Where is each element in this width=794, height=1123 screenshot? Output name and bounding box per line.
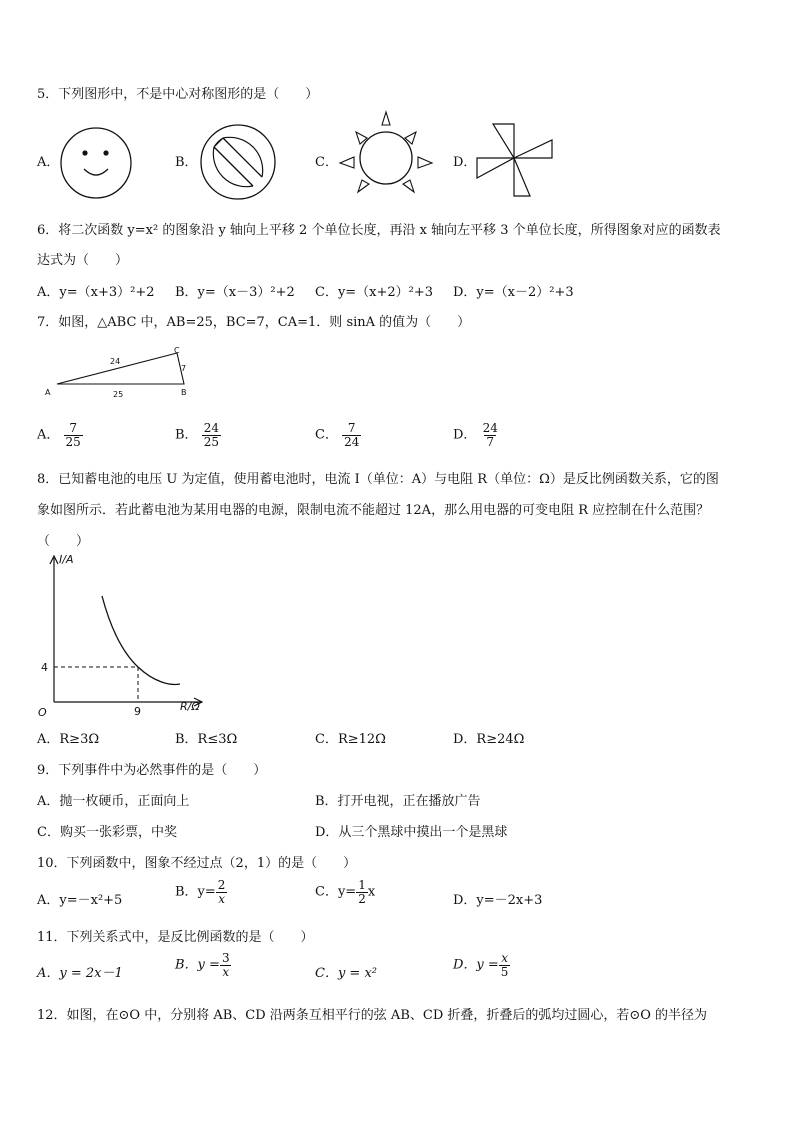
q7-option-a: A． $\frac{7}{25}$	[37, 421, 81, 449]
q6-stem-line1: 6．将二次函数 y=x² 的图象沿 y 轴向上平移 2 个单位长度，再沿 x 轴向左平移 3 个单位长度，所得图象对应的函数表	[37, 223, 721, 238]
q6-option-a: A．y=（x+3）²+2	[37, 285, 155, 300]
q5-option-b-label: B．	[175, 155, 198, 170]
q10-option-a: A．y=－x²+5	[37, 893, 123, 908]
q5-stem: 5．下列图形中，不是中心对称图形的是（ ）	[37, 87, 319, 102]
label-side-ab: 25	[113, 390, 124, 399]
q11-option-d: D．y = $\frac{x}{5}$	[453, 951, 509, 979]
y-axis-label: I/A	[59, 553, 74, 566]
q11-option-a: A．y = 2x－1	[37, 966, 123, 981]
x-tick-label: 9	[134, 705, 141, 718]
inverse-graph-figure	[30, 548, 210, 720]
pinwheel-figure	[474, 120, 556, 200]
q8-option-c: C．R≥12Ω	[315, 732, 386, 747]
q10-option-b: B．y= $\frac{2}{x}$	[175, 878, 226, 906]
y-tick-label: 4	[41, 661, 48, 674]
q8-stem-line3: （ ）	[37, 534, 90, 549]
origin-label: O	[38, 706, 47, 719]
smiley-face-figure	[58, 125, 134, 201]
q9-stem: 9．下列事件中为必然事件的是（ ）	[37, 763, 267, 778]
q11-option-c: C．y = x²	[315, 966, 377, 981]
q10-option-d: D．y=－2x+3	[453, 893, 543, 908]
sun-figure	[336, 108, 436, 200]
q12-stem: 12．如图，在⊙O 中，分别将 AB、CD 沿两条互相平行的弦 AB、CD 折叠，折叠后的弧均过圆心，若⊙O 的半径为	[37, 1008, 708, 1023]
q7-option-c: C． $\frac{7}{24}$	[315, 421, 360, 449]
label-a: A	[45, 388, 51, 397]
q10-option-c: C．y= $\frac{1}{2}$ x	[315, 878, 376, 906]
q5-option-a-label: A．	[37, 155, 60, 170]
q9-option-d: D．从三个黑球中摸出一个是黑球	[315, 825, 508, 840]
q6-option-b: B．y=（x－3）²+2	[175, 285, 295, 300]
q9-option-a: A．抛一枚硬币，正面向上	[37, 794, 190, 809]
x-axis-label: R/Ω	[180, 700, 200, 713]
q10-stem: 10．下列函数中，图象不经过点（2，1）的是（ ）	[37, 856, 357, 871]
label-side-bc: 7	[181, 364, 187, 373]
q6-option-d: D．y=（x－2）²+3	[453, 285, 574, 300]
q11-option-b: B．y = $\frac{3}{x}$	[175, 951, 230, 979]
q8-stem-line2: 象如图所示．若此蓄电池为某用电器的电源，限制电流不能超过 12A，那么用电器的可变电阻 R 应控制在什么范围？	[37, 503, 710, 518]
q8-option-b: B．R≤3Ω	[175, 732, 238, 747]
q5-option-d-label: D．	[453, 155, 477, 170]
q7-option-b: B． $\frac{24}{25}$	[175, 421, 219, 449]
label-c: C	[174, 346, 180, 355]
q6-option-c: C．y=（x+2）²+3	[315, 285, 434, 300]
q11-stem: 11．下列关系式中，是反比例函数的是（ ）	[37, 930, 314, 945]
inverse-curve	[102, 596, 180, 684]
q7-stem: 7．如图，△ABC 中，AB=25，BC=7，CA=1．则 sinA 的值为（ ）	[37, 315, 471, 330]
label-b: B	[181, 388, 187, 397]
circle-split-figure	[198, 122, 278, 202]
triangle-abc-figure	[40, 345, 200, 401]
q8-option-d: D．R≥24Ω	[453, 732, 525, 747]
label-side-ac: 24	[110, 357, 121, 366]
q6-stem-line2: 达式为（ ）	[37, 253, 129, 268]
q7-option-d: D． $\frac{24}{7}$	[453, 421, 498, 449]
q8-stem-line1: 8．已知蓄电池的电压 U 为定值，使用蓄电池时，电流 I（单位：A）与电阻 R（单位：Ω）是反比例函数关系，它的图	[37, 472, 719, 487]
q8-option-a: A．R≥3Ω	[37, 732, 100, 747]
q9-option-c: C．购买一张彩票，中奖	[37, 825, 177, 840]
q9-option-b: B．打开电视，正在播放广告	[315, 794, 481, 809]
q5-option-c-label: C．	[315, 155, 338, 170]
